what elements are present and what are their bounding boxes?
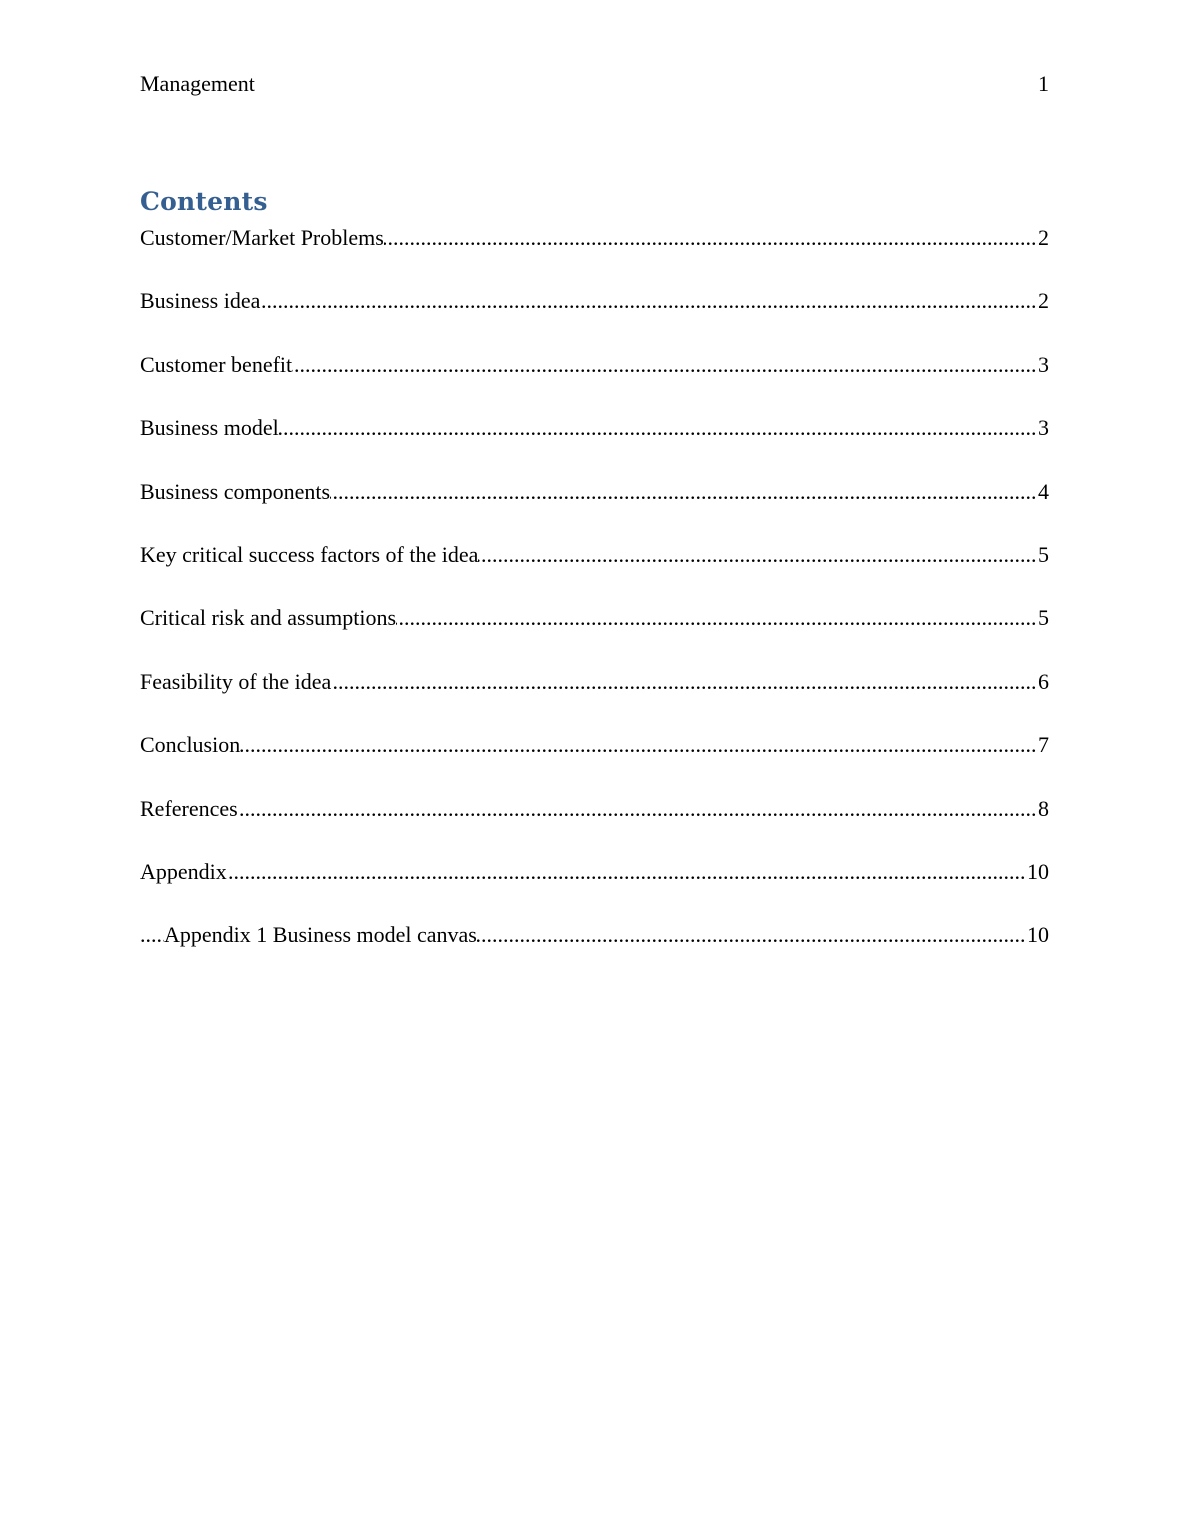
- toc-entry-appendix-1-business-model-canvas[interactable]: [140, 921, 1049, 949]
- page-number: 1: [1038, 71, 1049, 96]
- toc-entry-page: 2: [1038, 225, 1049, 250]
- toc-entry-title: Customer/Market Problems: [140, 225, 384, 250]
- toc-entry-title: Business components: [140, 478, 331, 504]
- toc-entry-customer-market-problems[interactable]: [140, 224, 1049, 252]
- toc-entry-page: 5: [1038, 605, 1049, 631]
- dot-leader: [140, 731, 1049, 759]
- toc-entry-title: Business model: [140, 415, 279, 441]
- toc-entry-key-critical-success-factors[interactable]: [140, 541, 1049, 569]
- toc-entry-critical-risk-and-assumptions[interactable]: [140, 604, 1049, 632]
- toc-entry-page: 7: [1038, 732, 1049, 758]
- toc-entry-title: Key critical success factors of the idea: [140, 541, 479, 567]
- toc-entry-feasibility-of-the-idea[interactable]: [140, 668, 1049, 696]
- toc-entry-page: 3: [1038, 351, 1049, 377]
- toc-entry-page: 6: [1038, 668, 1049, 694]
- toc-entry-business-components[interactable]: [140, 478, 1049, 506]
- page-header: [140, 70, 1049, 98]
- toc-entry-customer-benefit[interactable]: [140, 351, 1049, 379]
- toc-entry-page: 3: [1038, 415, 1049, 441]
- toc-entry-page: 2: [1038, 288, 1049, 314]
- toc-entry-title: Customer benefit: [140, 351, 293, 377]
- dot-leader: [140, 795, 1049, 823]
- dot-leader: [140, 287, 1049, 315]
- toc-entry-appendix[interactable]: [140, 858, 1049, 886]
- toc-entry-page: 10: [1027, 858, 1049, 884]
- toc-entry-title: Feasibility of the idea: [140, 668, 332, 694]
- toc-entry-title: Appendix: [140, 858, 227, 884]
- running-title: Management: [140, 71, 255, 96]
- dot-leader: [140, 858, 1049, 886]
- toc-entry-title: Critical risk and assumptions: [140, 605, 397, 631]
- toc-entry-business-model[interactable]: [140, 414, 1049, 442]
- toc-entry-business-idea[interactable]: [140, 287, 1049, 315]
- toc-entry-page: 10: [1027, 922, 1049, 948]
- toc-entry-title: References: [140, 795, 238, 821]
- toc-entry-title: Business idea: [140, 288, 261, 314]
- toc-entry-title: Conclusion: [140, 732, 241, 758]
- toc-entry-conclusion[interactable]: [140, 731, 1049, 759]
- toc-heading: Contents: [140, 187, 268, 216]
- toc-entry-references[interactable]: [140, 795, 1049, 823]
- toc-entry-page: 5: [1038, 541, 1049, 567]
- toc-entry-page: 8: [1038, 795, 1049, 821]
- toc-entry-page: 4: [1038, 478, 1049, 504]
- table-of-contents: [140, 224, 1049, 985]
- toc-entry-title: Appendix 1 Business model canvas: [164, 922, 477, 948]
